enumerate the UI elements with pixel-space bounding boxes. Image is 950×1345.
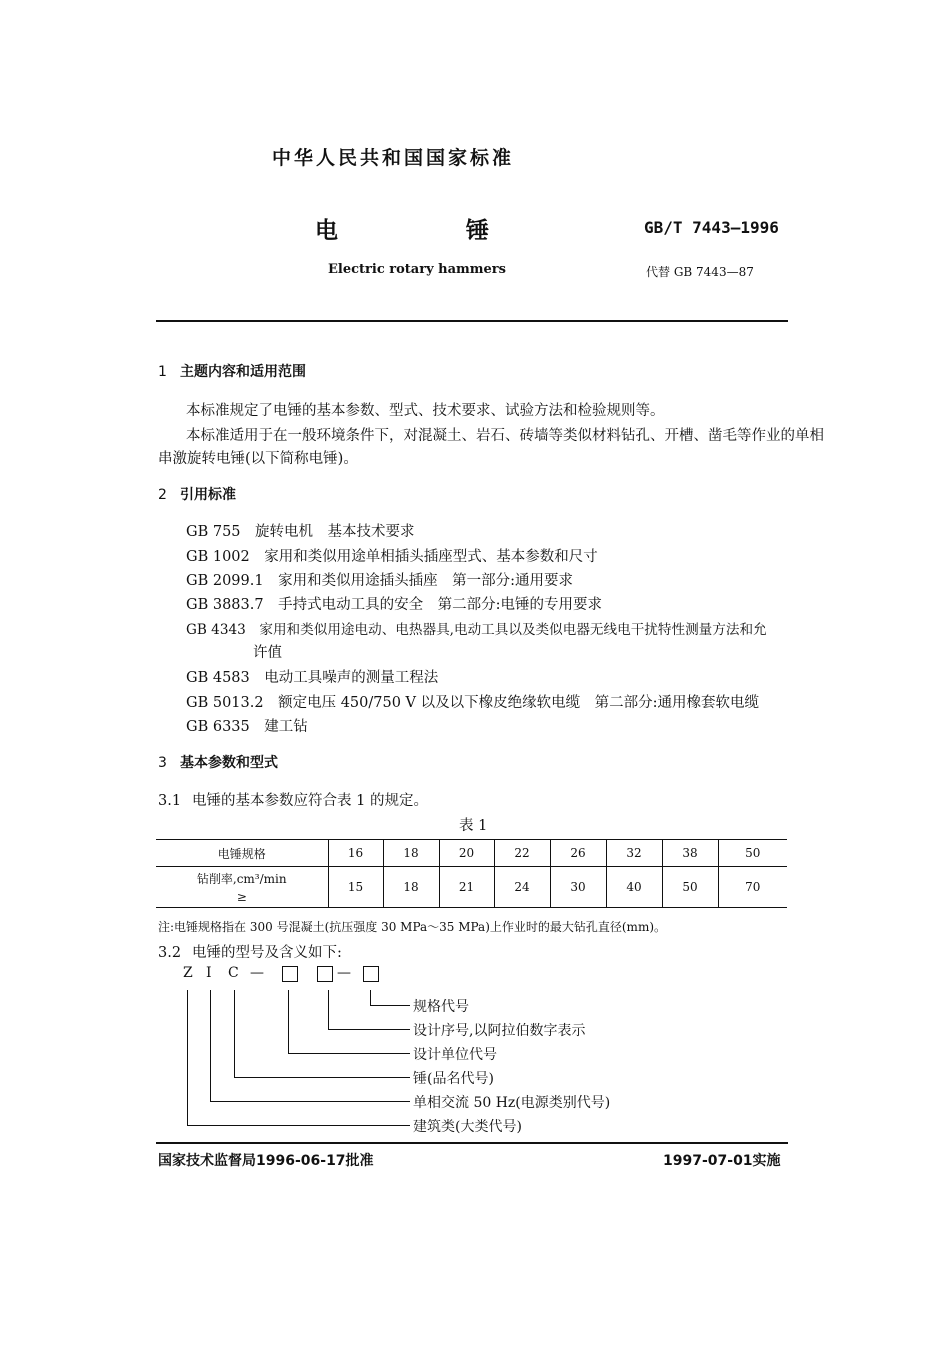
ref-code: GB 755	[186, 524, 241, 540]
section-3-number: 3	[158, 755, 167, 771]
section-2-title: 引用标准	[180, 487, 236, 503]
clause-3-2-text: 电锤的型号及含义如下:	[192, 945, 342, 961]
ref-item	[186, 569, 573, 590]
connector-line	[328, 1029, 410, 1030]
model-label: 设计序号,以阿拉伯数字表示	[413, 1023, 586, 1039]
clause-3-1-number: 3.1	[158, 793, 182, 809]
ref-item	[186, 691, 759, 712]
table-cell: 26	[550, 840, 606, 867]
table-cell: 32	[606, 840, 662, 867]
design-serial-box	[317, 966, 333, 982]
section-1-para-1: 本标准规定了电锤的基本参数、型式、技术要求、试验方法和检验规则等。	[186, 403, 665, 419]
ref-item	[186, 618, 767, 638]
table-row-label-line-2: ≥	[236, 890, 247, 904]
table-cell: 50	[662, 867, 718, 908]
model-label: 规格代号	[413, 999, 469, 1015]
clause-3-1-text: 电锤的基本参数应符合表 1 的规定。	[192, 793, 428, 809]
model-letter-c: C	[228, 965, 239, 981]
spec-code-box	[363, 966, 379, 982]
title-char-1: 电	[315, 218, 338, 244]
ref-item	[186, 715, 308, 736]
connector-line	[234, 990, 235, 1077]
ref-title: 家用和类似用途单相插头插座型式、基本参数和尺寸	[264, 549, 598, 565]
table-row	[156, 867, 787, 908]
clause-3-2	[158, 941, 342, 962]
ref-code: GB 5013.2	[186, 695, 264, 711]
table-row-label-line-1: 钻削率,cm³/min	[196, 872, 287, 886]
model-letter-i: I	[206, 965, 212, 981]
ref-title: 家用和类似用途电动、电热器具,电动工具以及类似电器无线电干扰特性测量方法和允	[259, 622, 767, 638]
table-caption: 表 1	[459, 818, 488, 834]
connector-line	[370, 990, 371, 1005]
national-standard-heading: 中华人民共和国国家标准	[272, 147, 515, 169]
table-row	[156, 840, 787, 867]
ref-item	[186, 666, 438, 687]
ref-code: GB 6335	[186, 719, 250, 735]
model-dash-1: —	[250, 965, 264, 981]
ref-title: 建工钻	[264, 719, 308, 735]
replaces-note: 代替 GB 7443—87	[646, 265, 754, 279]
table-row-label: 电锤规格	[156, 840, 328, 867]
approval-line: 国家技术监督局1996-06-17批准	[158, 1153, 374, 1169]
connector-line	[328, 990, 329, 1029]
table-cell: 20	[439, 840, 494, 867]
connector-line	[288, 1053, 410, 1054]
footer-rule	[156, 1142, 788, 1144]
section-1-number: 1	[158, 364, 167, 380]
table-note: 注:电锤规格指在 300 号混凝土(抗压强度 30 MPa～35 MPa)上作业时的最大钻孔直径(mm)。	[158, 920, 666, 934]
ref-code: GB 1002	[186, 549, 250, 565]
model-letter-z: Z	[183, 965, 193, 981]
ref-title: 手持式电动工具的安全 第二部分:电锤的专用要求	[278, 597, 602, 613]
ref-title: 旋转电机 基本技术要求	[255, 524, 415, 540]
table-cell: 24	[494, 867, 550, 908]
section-2-heading	[158, 484, 236, 504]
english-title: Electric rotary hammers	[328, 262, 506, 277]
ref-item	[186, 593, 602, 614]
connector-line	[210, 1101, 410, 1102]
clause-3-2-number: 3.2	[158, 945, 182, 961]
table-cell: 30	[550, 867, 606, 908]
designer-code-box	[282, 966, 298, 982]
connector-line	[187, 1125, 410, 1126]
ref-code: GB 4583	[186, 670, 250, 686]
header-rule	[156, 320, 788, 322]
ref-item-continuation: 许值	[253, 645, 282, 661]
ref-item	[186, 545, 598, 566]
section-1-para-2-line-2: 串激旋转电锤(以下简称电锤)。	[158, 451, 358, 467]
table-cell: 18	[383, 867, 439, 908]
table-cell: 15	[328, 867, 383, 908]
connector-line	[210, 990, 211, 1101]
table-cell: 16	[328, 840, 383, 867]
table-cell: 50	[718, 840, 787, 867]
ref-code: GB 3883.7	[186, 597, 264, 613]
ref-title: 电动工具噪声的测量工程法	[264, 670, 439, 686]
connector-line	[187, 990, 188, 1125]
section-1-heading	[158, 361, 306, 381]
table-cell: 40	[606, 867, 662, 908]
section-2-number: 2	[158, 487, 167, 503]
connector-line	[234, 1077, 410, 1078]
ref-code: GB 4343	[186, 622, 246, 638]
section-1-para-2-line-1: 本标准适用于在一般环境条件下，对混凝土、岩石、砖墙等类似材料钻孔、开槽、凿毛等作业的单相	[186, 428, 824, 444]
model-label: 设计单位代号	[413, 1047, 497, 1063]
model-label: 建筑类(大类代号)	[413, 1119, 522, 1135]
section-1-title: 主题内容和适用范围	[180, 364, 306, 380]
table-cell: 21	[439, 867, 494, 908]
table-cell: 22	[494, 840, 550, 867]
standard-number: GB/T 7443—1996	[644, 218, 779, 237]
ref-code: GB 2099.1	[186, 573, 264, 589]
clause-3-1	[158, 789, 428, 810]
section-3-title: 基本参数和型式	[180, 755, 278, 771]
ref-title: 家用和类似用途插头插座 第一部分:通用要求	[278, 573, 573, 589]
implementation-line: 1997-07-01实施	[663, 1153, 781, 1169]
model-dash-2: —	[337, 965, 351, 981]
table-1	[156, 839, 787, 908]
title-char-2: 锤	[466, 218, 489, 244]
table-cell: 70	[718, 867, 787, 908]
connector-line	[288, 990, 289, 1053]
table-cell: 38	[662, 840, 718, 867]
section-3-heading	[158, 752, 278, 772]
table-row-label	[156, 867, 328, 908]
model-label: 锤(品名代号)	[413, 1071, 494, 1087]
ref-title: 额定电压 450/750 V 以及以下橡皮绝缘软电缆 第二部分:通用橡套软电缆	[278, 695, 760, 711]
ref-item	[186, 520, 415, 541]
model-label: 单相交流 50 Hz(电源类别代号)	[413, 1095, 611, 1111]
connector-line	[370, 1005, 410, 1006]
table-cell: 18	[383, 840, 439, 867]
